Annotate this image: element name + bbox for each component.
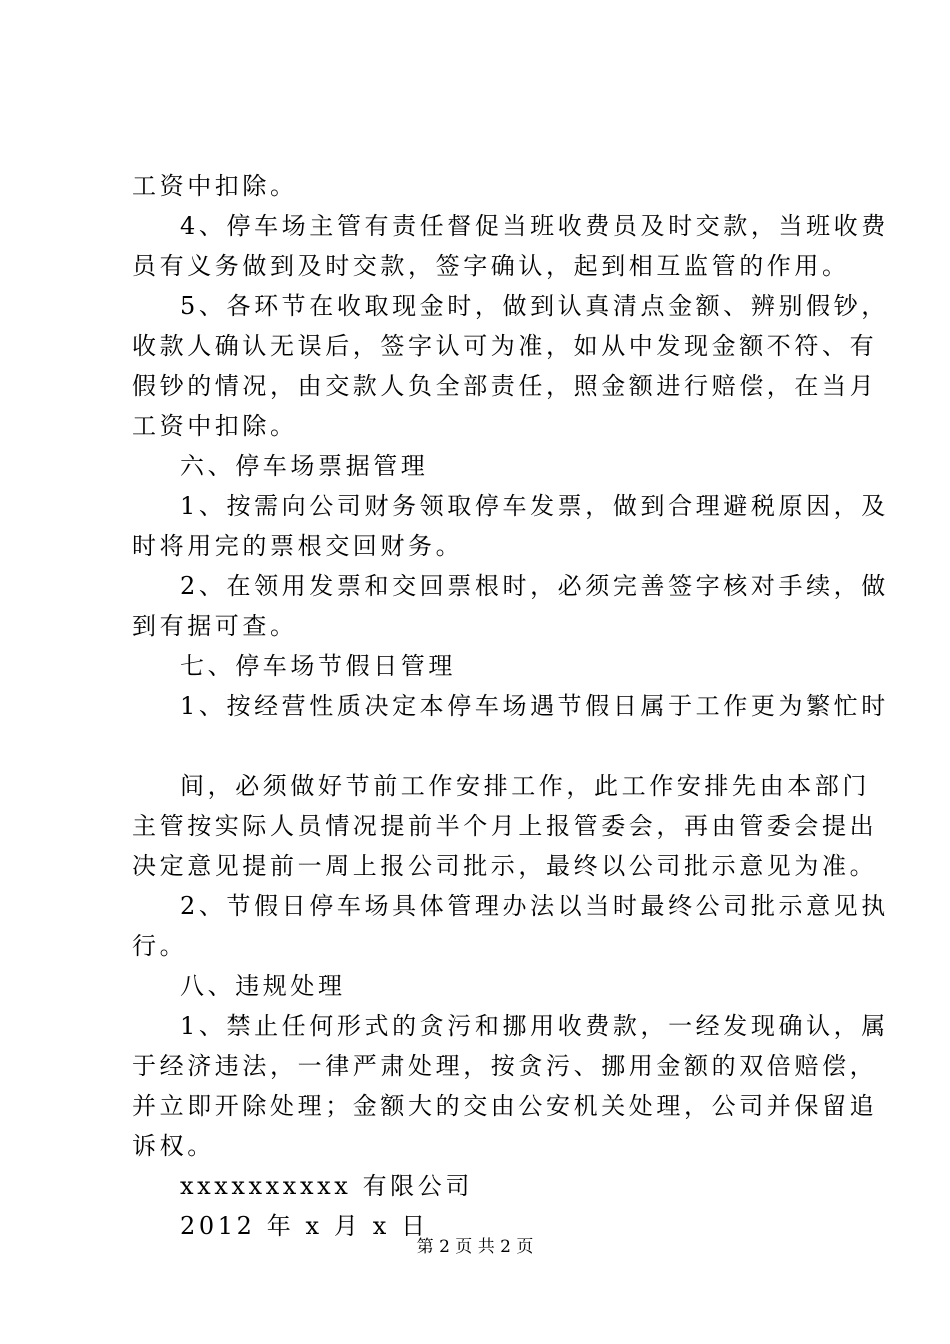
document-date: 2012 年 x 月 x 日 xyxy=(180,1212,429,1240)
body-line: 1、按经营性质决定本停车场遇节假日属于工作更为繁忙时 xyxy=(180,692,889,720)
body-line: 决定意见提前一周上报公司批示，最终以公司批示意见为准。 xyxy=(132,852,878,880)
body-line: 假钞的情况，由交款人负全部责任，照金额进行赔偿，在当月 xyxy=(132,372,878,400)
body-line: 于经济违法，一律严肃处理，按贪污、挪用金额的双倍赔偿， xyxy=(132,1052,878,1080)
body-line: 主管按实际人员情况提前半个月上报管委会，再由管委会提出 xyxy=(132,812,878,840)
body-line: 诉权。 xyxy=(132,1132,215,1160)
section-heading: 七、停车场节假日管理 xyxy=(180,652,456,680)
body-line: 行。 xyxy=(132,932,188,960)
body-line: 2、节假日停车场具体管理办法以当时最终公司批示意见执 xyxy=(180,892,889,920)
body-line: 并立即开除处理；金额大的交由公安机关处理，公司并保留追 xyxy=(132,1092,878,1120)
body-line: 工资中扣除。 xyxy=(132,412,298,440)
body-line: 5、各环节在收取现金时，做到认真清点金额、辨别假钞， xyxy=(180,292,889,320)
body-line: 间，必须做好节前工作安排工作，此工作安排先由本部门 xyxy=(180,772,870,800)
body-line: 到有据可查。 xyxy=(132,612,298,640)
company-name: xxxxxxxxxx 有限公司 xyxy=(180,1172,473,1200)
body-line: 员有义务做到及时交款，签字确认，起到相互监管的作用。 xyxy=(132,252,850,280)
section-heading: 六、停车场票据管理 xyxy=(180,452,429,480)
body-line: 时将用完的票根交回财务。 xyxy=(132,532,464,560)
body-line: 1、禁止任何形式的贪污和挪用收费款，一经发现确认，属 xyxy=(180,1012,889,1040)
body-line: 工资中扣除。 xyxy=(132,172,298,200)
body-line: 1、按需向公司财务领取停车发票，做到合理避税原因，及 xyxy=(180,492,889,520)
section-heading: 八、违规处理 xyxy=(180,972,346,1000)
body-line: 4、停车场主管有责任督促当班收费员及时交款，当班收费 xyxy=(180,212,889,240)
page-number-footer: 第 2 页 共 2 页 xyxy=(416,1237,534,1257)
body-line: 收款人确认无误后，签字认可为准，如从中发现金额不符、有 xyxy=(132,332,878,360)
body-line: 2、在领用发票和交回票根时，必须完善签字核对手续，做 xyxy=(180,572,889,600)
